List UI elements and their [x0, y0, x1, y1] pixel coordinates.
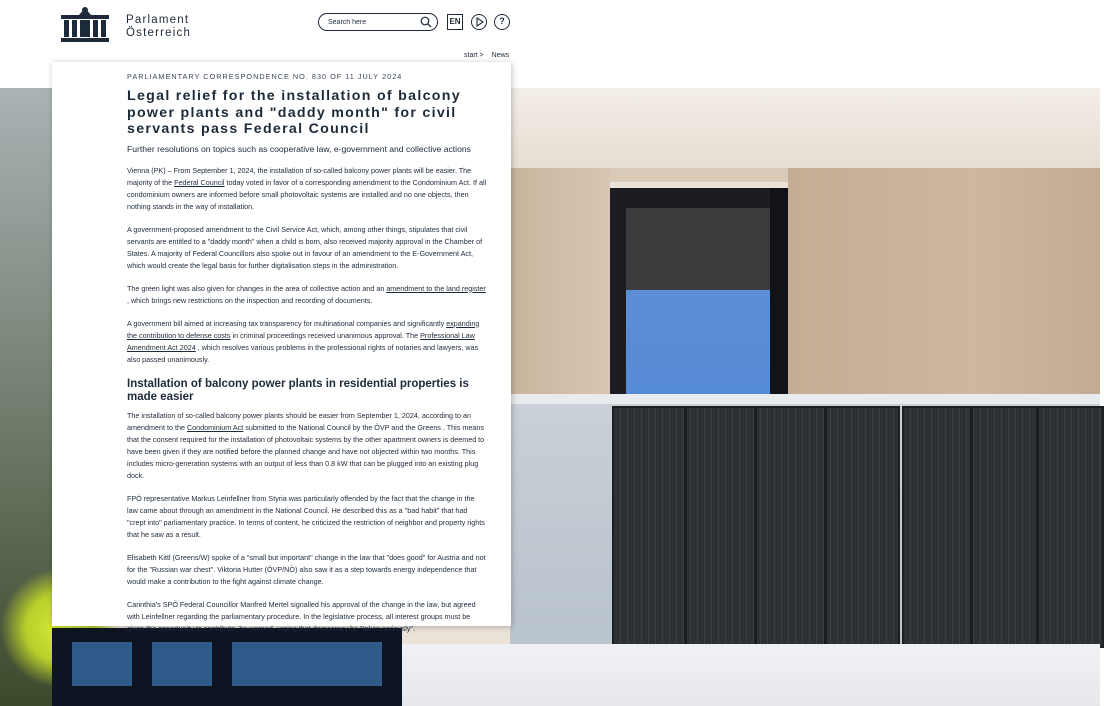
article-title: Legal relief for the installation of balcony power plants and "daddy month" for civil servants pass Federal Council [127, 88, 461, 137]
professional-law-link[interactable]: Professional Law Amendment Act 2024 [127, 330, 475, 352]
breadcrumb-news-link[interactable]: News [491, 52, 510, 59]
photo-bottom-windows [52, 628, 402, 706]
search-box [318, 13, 438, 31]
article-paragraph [127, 165, 487, 213]
panel-seam [1036, 408, 1039, 646]
federal-council-link[interactable]: Federal Council [174, 177, 225, 187]
paragraph-text: in criminal proceedings received unanimous approval. The [230, 330, 421, 340]
photo-bottom-window [152, 642, 212, 686]
condominium-act-link[interactable]: Condominium Act [186, 422, 244, 432]
defense-costs-link[interactable]: expanding the contribution to defense costs [127, 318, 480, 340]
article-paragraph [127, 410, 487, 482]
photo-balcony-rail [510, 394, 1100, 404]
parliament-logo-icon[interactable] [60, 6, 110, 42]
play-icon [476, 18, 484, 26]
brand-line-2: Österreich [126, 27, 192, 39]
header-right-area [512, 0, 1100, 88]
paragraph-text: The green light was also given for changes in the area of collective action and an [127, 283, 387, 293]
paragraph-text: , which brings new restrictions on the inspection and recording of documents. [127, 295, 373, 305]
article-paragraph [127, 318, 487, 366]
panel-seam [754, 408, 757, 646]
paragraph-text: submitted to the National Council by the ÖVP and the Greens . This means that the consent required for the installation of photovoltaic systems by the other apartment owners is deemed to have been given if they are notified before the planned change and have not objected within two months. This includes micro-generation systems with an output of less than 0.8 kW that can be plugged into an existing plug dock. [127, 422, 485, 480]
paragraph-text: The installation of so-called balcony power plants should be easier from September 1, 2024, according to an amendment to the [127, 410, 472, 432]
paragraph-text: Vienna (PK) – From September 1, 2024, the installation of so-called balcony power plants will be easier. The majority of the [127, 165, 472, 187]
photo-bottom-window [232, 642, 382, 686]
breadcrumb-start-link[interactable]: start > [464, 52, 484, 59]
article-content [127, 72, 487, 635]
land-register-link[interactable]: amendment to the land register [386, 283, 486, 293]
breadcrumb [464, 52, 517, 59]
panel-seam [970, 408, 973, 646]
brand-name[interactable] [126, 14, 191, 40]
search-icon[interactable] [420, 16, 432, 28]
photo-floor [400, 644, 1100, 706]
panel-seam [824, 408, 827, 646]
photo-solar-panel [612, 406, 900, 648]
photo-window-shade [626, 208, 770, 290]
article-paragraph: Carinthia's SPÖ Federal Councillor Manfred Mertel signalled his approval of the change in the law, but agreed with Leinfellner regarding the parliamentary procedure. In the legislative process, all interest groups must be given the opportunity to contribute, he warned, urging that democracy be "taken seriously". [127, 599, 476, 633]
article-kicker: PARLIAMENTARY CORRESPONDENCE NO. 830 OF 11 JULY 2024 [127, 72, 403, 81]
photo-bottom-window [72, 642, 132, 686]
article-subtitle: Further resolutions on topics such as cooperative law, e-government and collective actions [127, 143, 471, 154]
article-paragraph: A government-proposed amendment to the Civil Service Act, which, among other things, stipulates that civil servants are entitled to a "daddy month" when a child is born, also received majority approval in the Chamber of States. A majority of Federal Councillors also spoke out in favour of an amendment to the E-Government Act, which would create the legal basis for further digitalisation steps in the administration. [127, 224, 483, 270]
brand-line-1: Parlament [126, 14, 190, 26]
language-switch-button[interactable]: EN [447, 14, 463, 30]
paragraph-text: A government bill aimed at increasing tax transparency for multinational companies and significantly [127, 318, 447, 328]
photo-solar-panel [902, 406, 1104, 648]
help-button[interactable]: ? [494, 14, 510, 30]
panel-seam [684, 408, 687, 646]
article-paragraph: FPÖ representative Markus Leinfellner from Styria was particularly offended by the fact that the change in the law came about through an amendment in the National Council. He described this as a "bad habit" that had "crept into" parliamentary practice. In terms of content, he criticized the restriction of neighbor and property rights that he saw as a result. [127, 493, 485, 539]
section-heading: Installation of balcony power plants in residential properties is made easier [127, 377, 469, 403]
media-play-button[interactable] [471, 14, 487, 30]
search-input[interactable] [328, 16, 418, 28]
article-paragraph [127, 283, 487, 307]
article-paragraph: Elisabeth Kittl (Greens/W) spoke of a "small but important" change in the law that "does good" for Austria and not for the "Russian war chest". Viktoria Hutter (ÖVP/NÖ) also saw it as a step towards energy independence that would make a contribution to the fight against climate change. [127, 552, 486, 586]
paragraph-text: today voted in favor of a corresponding amendment to the Condominium Act. If all condominium owners are informed before small photovoltaic systems are installed and no one objects, then nothing stands in the way of installation. [127, 177, 487, 211]
paragraph-text: , which resolves various problems in the professional rights of notaries and lawyers, was also passed unanimously. [127, 342, 479, 364]
article-card [52, 62, 511, 633]
